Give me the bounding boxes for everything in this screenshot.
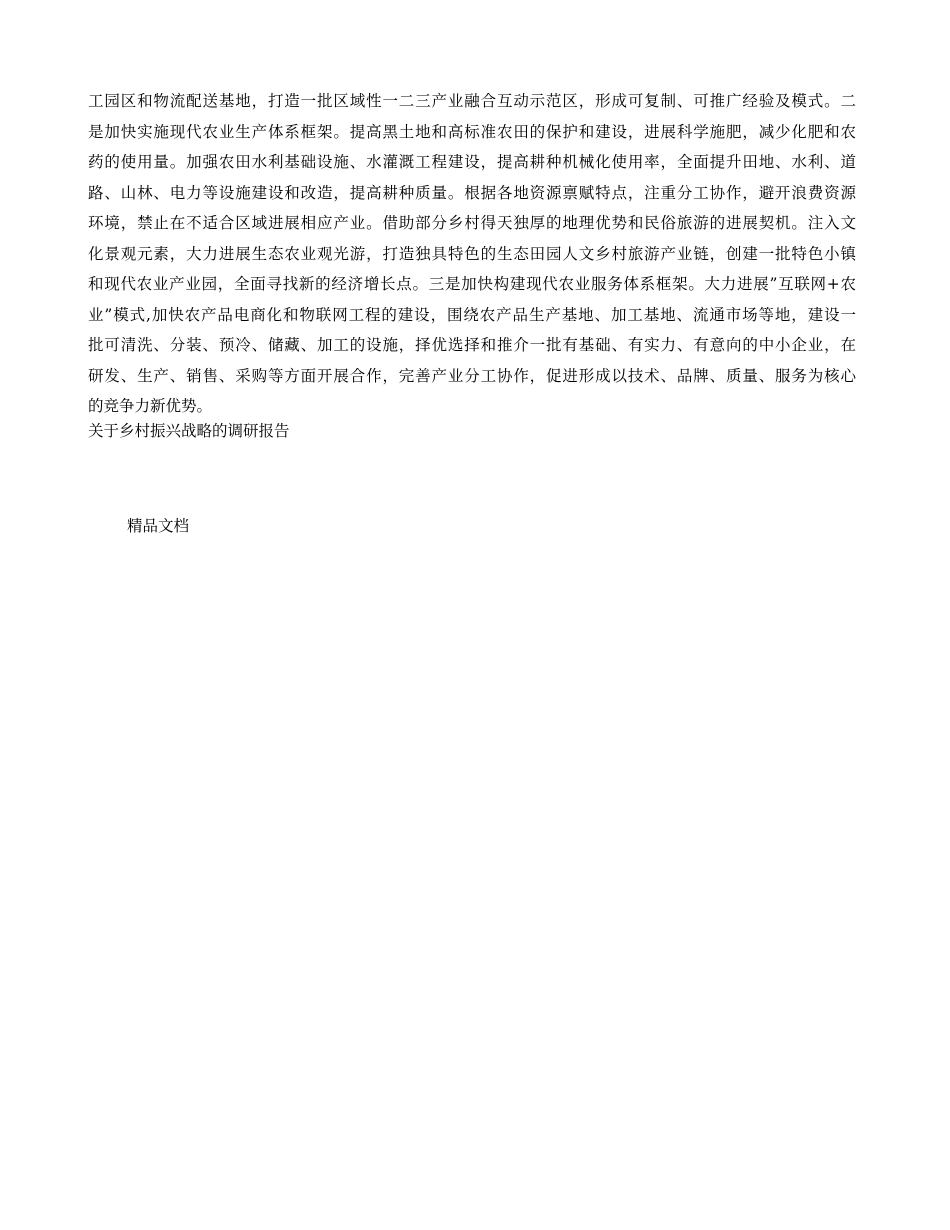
body-paragraph: [88, 86, 856, 422]
body-line-11: 的竞争力新优势。: [88, 397, 213, 415]
document-title: 关于乡村振兴战略的调研报告: [88, 422, 290, 440]
body-line-1: 工园区和物流配送基地，打造一批区域性一二三产业融合互动示范区，形成可复制、可推广经验及模式。二: [88, 92, 856, 110]
body-line-10: 研发、生产、销售、采购等方面开展合作，完善产业分工协作，促进形成以技术、品牌、质量、服务为核心: [88, 366, 856, 385]
body-line-2: 是加快实施现代农业生产体系框架。提高黑土地和高标准农田的保护和建设，进展科学施肥，减少化肥和农: [88, 122, 856, 141]
body-line-6: 化景观元素，大力进展生态农业观光游，打造独具特色的生态田园人文乡村旅游产业链，创建一批特色小镇: [88, 244, 856, 263]
body-line-3: 药的使用量。加强农田水利基础设施、水灌溉工程建设，提高耕种机械化使用率，全面提升田地、水利、道: [88, 153, 856, 171]
body-line-9: 批可清洗、分装、预冷、储藏、加工的设施，择优选择和推介一批有基础、有实力、有意向的中小企业，在: [88, 336, 856, 354]
body-line-5: 环境，禁止在不适合区域进展相应产业。借助部分乡村得天独厚的地理优势和民俗旅游的进展契机。注入文: [88, 214, 856, 232]
body-line-8: 业”模式,加快农产品电商化和物联网工程的建设，围绕农产品生产基地、加工基地、流通市场等地，建设一: [88, 305, 856, 324]
body-line-7: 和现代农业产业园，全面寻找新的经济增长点。三是加快构建现代农业服务体系框架。大力进展”互联网+农: [88, 275, 856, 293]
footer-label: 精品文档: [127, 517, 190, 535]
body-line-4: 路、山林、电力等设施建设和改造，提高耕种质量。根据各地资源禀赋特点，注重分工协作，避开浪费资源: [88, 183, 856, 202]
